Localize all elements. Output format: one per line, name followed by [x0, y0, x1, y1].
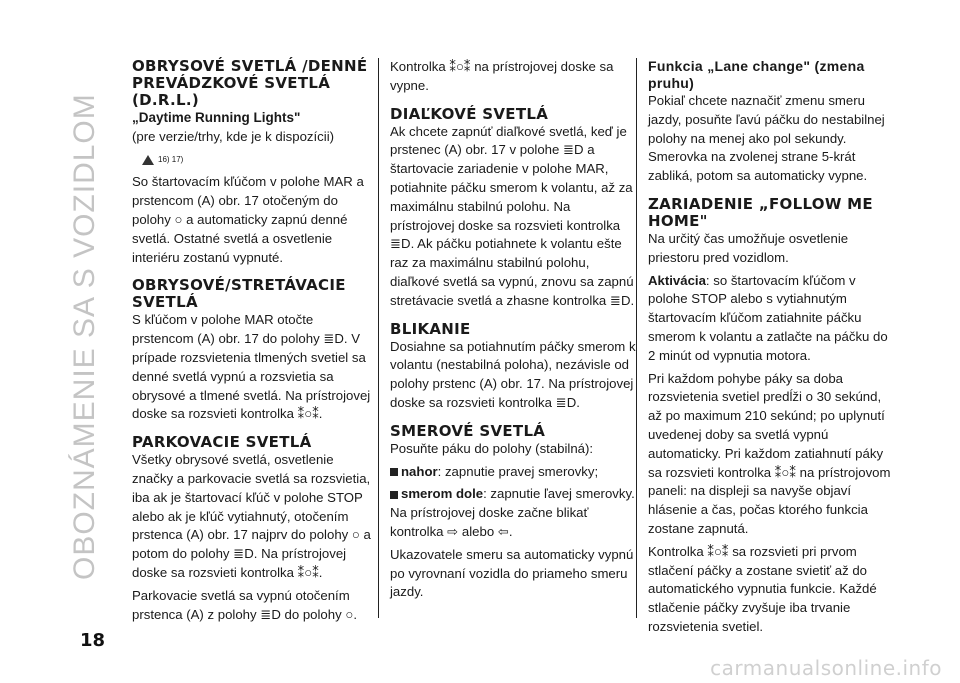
bullet-item-up	[390, 463, 636, 482]
bullet-label: nahor	[401, 463, 438, 479]
paragraph: Posuňte páku do polohy (stabilná):	[390, 440, 594, 456]
paragraph: Ukazovatele smeru sa automaticky vypnú po vyrovnaní vozidla do priameho smeru jazdy.	[390, 546, 634, 600]
paragraph: Na určitý čas umožňuje osvetlenie priestoru pred vozidlom.	[648, 230, 849, 265]
column-2	[390, 58, 636, 606]
paragraph: Pri každom pohybe páky sa doba rozsvietenia svetiel predĺži o 30 sekúnd, až po maximum 210 sekúnd; po uplynutí uvedenej doby sa svetlá vypnú automaticky. Pri každom zatiahnutí páky sa rozsvieti kontrolka ⁑○⁑ na prístrojovom paneli: na displeji sa navyše objaví hlásenie a čas, počas ktorého funkcia zostane zapnutá.	[648, 370, 891, 536]
activation-label: Aktivácia	[648, 272, 706, 288]
paragraph: Pokiaľ chcete naznačiť zmenu smeru jazdy, posuňte ľavú páčku do nestabilnej polohy na menej ako pol sekundy. Smerovka na zvolenej strane 5-krát zabliká, potom sa automaticky vypne.	[648, 93, 885, 184]
column-3	[648, 58, 894, 641]
page-number: 18	[80, 630, 106, 651]
bullet-text: : zapnutie ľavej smerovky. Na prístrojovej doske začne blikať kontrolka ⇨ alebo ⇦.	[390, 486, 635, 539]
paragraph: So štartovacím kľúčom v polohe MAR a prstencom (A) obr. 17 otočeným do polohy ○ a automaticky zapnú denné svetlá. Ostatné svetlá a osvetlenie interiéru zostanú vypnuté.	[132, 174, 364, 265]
heading-daytime-lights: OBRYSOVÉ SVETLÁ /DENNÉ PREVÁDZKOVÉ SVETLÁ (D.R.L.)	[132, 57, 368, 109]
paragraph: (pre verzie/trhy, kde je k dispozícii)	[132, 128, 335, 144]
bullet-text: : zapnutie pravej smerovky;	[437, 463, 599, 479]
bullet-icon	[390, 491, 398, 499]
paragraph: Ak chcete zapnúť diaľkové svetlá, keď je prstenec (A) obr. 17 v polohe ≣D a štartovacie zariadenie v polohe MAR, potiahnite páčku smerom k volantu, až za maximálnu stabilnú polohu. Na prístrojovej doske sa rozsvieti kontrolka ≣D. Ak páčku potiahnete k volantu ešte raz za maximálnu stabilnú polohu, diaľkové svetlá sa vypnú, znovu sa zapnú stretávacie svetlá a zhasne kontrolka ≣D.	[390, 123, 635, 308]
heading-parking-lights: PARKOVACIE SVETLÁ	[132, 433, 312, 452]
paragraph: Kontrolka ⁑○⁑ na prístrojovej doske sa vypne.	[390, 59, 614, 93]
warning-reference	[142, 151, 378, 170]
paragraph-activation	[648, 272, 894, 366]
bullet-label: smerom dole	[401, 486, 484, 502]
paragraph: Parkovacie svetlá sa vypnú otočením prstenca (A) z polohy ≣D do polohy ○.	[132, 587, 357, 622]
activation-text: : so štartovacím kľúčom v polohe STOP alebo s vytiahnutým štartovacím kľúčom zatiahnite páčku smerom k volantu a zatlačte na páčku do 2 minút od vypnutia motora.	[648, 272, 888, 363]
subheading-drl: „Daytime Running Lights"	[132, 110, 301, 125]
heading-lane-change: Funkcia „Lane change" (zmena pruhu)	[648, 58, 865, 91]
column-divider	[378, 58, 379, 618]
heading-high-beam: DIAĽKOVÉ SVETLÁ	[390, 104, 549, 123]
paragraph: Kontrolka ⁑○⁑ sa rozsvieti pri prvom stlačení páčky a zostane svietiť až do automatického vypnutia funkcie. Každé stlačenie páčky zvyšuje iba trvanie rozsvietenia svetiel.	[648, 543, 877, 634]
warning-ref-text: 16) 17)	[158, 154, 184, 164]
column-divider	[636, 58, 637, 618]
heading-turn-signals: SMEROVÉ SVETLÁ	[390, 421, 546, 440]
paragraph: Dosiahne sa potiahnutím páčky smerom k volantu (nestabilná poloha), nezávisle od polohy prstenc (A) obr. 17. Na prístrojovej doske sa rozsvieti kontrolka ≣D.	[390, 338, 636, 410]
bullet-item-down	[390, 485, 636, 541]
paragraph: Všetky obrysové svetlá, osvetlenie značky a parkovacie svetlá sa rozsvietia, iba ak je štartovací kľúč v polohe STOP alebo ak je kľúč vytiahnutý, otočením prstenca (A) obr. 17 najprv do polohy ○ a potom do polohy ≣D. Na prístrojovej doske sa rozsvieti kontrolka ⁑○⁑.	[132, 452, 371, 580]
heading-flashing: BLIKANIE	[390, 319, 471, 338]
section-title-vertical: OBOZNÁMENIE SA S VOZIDLOM	[68, 93, 101, 580]
paragraph: S kľúčom v polohe MAR otočte prstencom (A) obr. 17 do polohy ≣D. V prípade rozsvietenia tlmených svetiel sa denné svetlá vypnú a rozsvietia sa obrysové a tlmené svetlá. Na prístrojovej doske sa rozsvieti kontrolka ⁑○⁑.	[132, 312, 371, 422]
heading-low-beam: OBRYSOVÉ/STRETÁVACIE SVETLÁ	[132, 276, 346, 312]
bullet-icon	[390, 468, 398, 476]
section-sidebar	[60, 40, 120, 600]
column-1	[132, 58, 378, 628]
watermark-logo: carmanualsonline.info	[710, 656, 942, 680]
heading-follow-me-home: ZARIADENIE „FOLLOW ME HOME"	[648, 194, 873, 230]
warning-triangle-icon	[142, 155, 154, 165]
